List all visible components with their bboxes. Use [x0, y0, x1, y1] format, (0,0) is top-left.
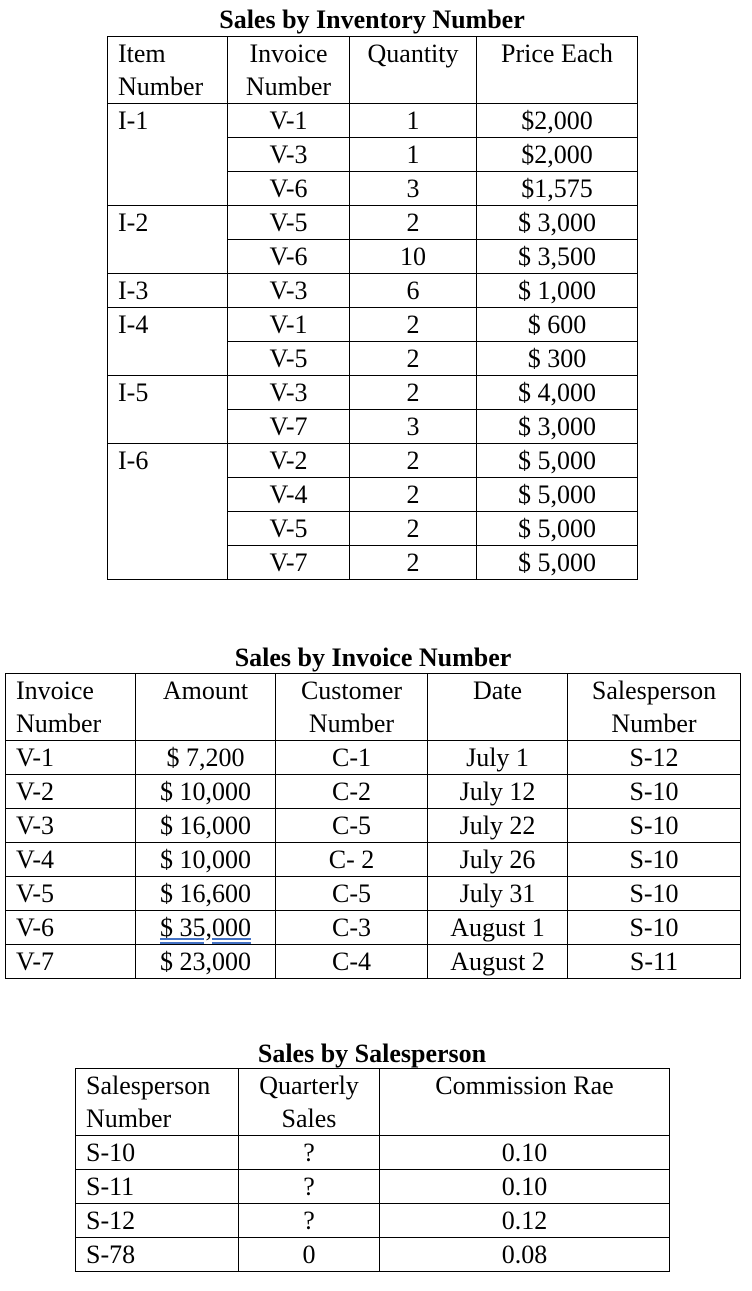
commission-rate-cell: 0.12 [380, 1204, 670, 1238]
invoice-number-cell: V-3 [228, 376, 350, 410]
invoice-number-cell: V-6 [228, 172, 350, 206]
quantity-cell: 2 [350, 478, 477, 512]
column-header [6, 674, 136, 741]
table-row [108, 206, 638, 240]
customer-number-cell [276, 741, 428, 775]
quantity-cell: 10 [350, 240, 477, 274]
column-header-line: Item [118, 39, 166, 68]
table-row [108, 138, 638, 172]
quantity-cell: 2 [350, 308, 477, 342]
table-row [108, 240, 638, 274]
date-cell-text: August 2 [450, 947, 545, 976]
column-header-line: Date [472, 676, 523, 705]
table-row [108, 410, 638, 444]
table-row [108, 444, 638, 478]
quantity-cell: 2 [350, 376, 477, 410]
column-header-line: Salesperson [591, 676, 717, 705]
quantity-cell: 2 [350, 206, 477, 240]
quarterly-sales-cell: 0 [239, 1238, 380, 1272]
salesperson-number-cell-text: S-11 [629, 947, 679, 976]
price-cell: $2,000 [477, 104, 638, 138]
invoice-number-cell [6, 945, 136, 979]
table-header-row [6, 674, 741, 741]
amount-cell [136, 843, 276, 877]
date-cell [428, 775, 568, 809]
customer-number-cell [276, 877, 428, 911]
customer-number-cell [276, 809, 428, 843]
invoice-number-cell-text: V-2 [16, 777, 55, 806]
price-cell: $ 3,000 [477, 410, 638, 444]
price-cell: $ 5,000 [477, 444, 638, 478]
invoice-number-cell: V-1 [228, 308, 350, 342]
column-header-line [360, 70, 466, 103]
item-number-cell: I-3 [108, 274, 228, 308]
column-header [568, 674, 741, 741]
column-header-line [390, 1102, 659, 1135]
price-cell: $ 300 [477, 342, 638, 376]
item-number-cell: I-4 [108, 308, 228, 342]
salesperson-number-cell: S-78 [76, 1238, 239, 1272]
column-header [136, 674, 276, 741]
column-header-line [438, 707, 557, 740]
column-header [276, 674, 428, 741]
invoice-number-cell-text: V-1 [16, 743, 55, 772]
quantity-cell: 2 [350, 444, 477, 478]
price-cell: $ 3,000 [477, 206, 638, 240]
table-row [108, 172, 638, 206]
commission-rate-cell: 0.10 [380, 1136, 670, 1170]
item-number-cell [108, 512, 228, 546]
invoice-number-cell: V-3 [228, 138, 350, 172]
commission-rate-cell: 0.10 [380, 1170, 670, 1204]
column-header [239, 1069, 380, 1136]
salesperson-number-cell-text: S-10 [629, 811, 679, 840]
item-number-cell [108, 172, 228, 206]
price-cell: $2,000 [477, 138, 638, 172]
table-row [6, 945, 741, 979]
quantity-cell: 3 [350, 410, 477, 444]
table-row [108, 274, 638, 308]
date-cell-text: July 26 [459, 845, 536, 874]
inventory-title: Sales by Inventory Number [219, 5, 525, 34]
amount-cell [136, 741, 276, 775]
invoice-number-cell-text: V-6 [16, 913, 55, 942]
customer-number-cell-text: C-2 [332, 777, 371, 806]
date-cell-text: July 22 [459, 811, 536, 840]
invoice-number-cell: V-6 [228, 240, 350, 274]
table-row [108, 546, 638, 580]
customer-number-cell-text: C-1 [332, 743, 371, 772]
salesperson-number-cell-text: S-10 [629, 845, 679, 874]
price-cell: $ 5,000 [477, 478, 638, 512]
salesperson-number-cell [568, 911, 741, 945]
amount-cell [136, 809, 276, 843]
customer-number-cell [276, 911, 428, 945]
salesperson-number-cell [568, 945, 741, 979]
column-header-line: Commission Rae [435, 1071, 614, 1100]
quantity-cell: 6 [350, 274, 477, 308]
customer-number-cell-text: C-5 [332, 879, 371, 908]
quantity-cell: 2 [350, 546, 477, 580]
item-number-cell: I-2 [108, 206, 228, 240]
salesperson-number-cell [568, 877, 741, 911]
invoice-number-cell [6, 843, 136, 877]
invoice-title: Sales by Invoice Number [234, 643, 512, 672]
quantity-cell: 1 [350, 138, 477, 172]
invoice-number-cell: V-7 [228, 410, 350, 444]
salesperson-number-cell [568, 775, 741, 809]
salesperson-number-cell-text: S-10 [629, 777, 679, 806]
table-row [108, 512, 638, 546]
item-number-cell [108, 342, 228, 376]
date-cell-text: July 12 [459, 777, 536, 806]
invoice-number-cell [6, 809, 136, 843]
salesperson-number-cell-text: S-10 [629, 879, 679, 908]
amount-cell-text: $ 10,000 [160, 845, 251, 874]
amount-cell-text: $ 10,000 [160, 777, 251, 806]
date-cell [428, 877, 568, 911]
price-cell: $ 4,000 [477, 376, 638, 410]
date-cell [428, 843, 568, 877]
amount-cell [136, 877, 276, 911]
salesperson-number-cell [568, 741, 741, 775]
invoice-number-cell-text: V-5 [16, 879, 55, 908]
inventory-table [107, 36, 638, 580]
customer-number-cell-text: C-5 [332, 811, 371, 840]
invoice-number-cell [6, 877, 136, 911]
column-header-line: Salesperson [86, 1071, 211, 1100]
invoice-number-cell: V-3 [228, 274, 350, 308]
item-number-cell [108, 478, 228, 512]
table-row [6, 877, 741, 911]
column-header-line: Number [245, 72, 332, 101]
amount-cell-text: $ 35,000 [160, 913, 251, 942]
invoice-number-cell-text: V-3 [16, 811, 55, 840]
invoice-number-cell-text: V-4 [16, 845, 55, 874]
salesperson-number-cell: S-10 [76, 1136, 239, 1170]
date-cell [428, 809, 568, 843]
item-number-cell [108, 410, 228, 444]
quantity-cell: 2 [350, 512, 477, 546]
column-header [380, 1069, 670, 1136]
column-header-line: Invoice [249, 39, 328, 68]
table-header-row [108, 37, 638, 104]
column-header-line: Quantity [367, 39, 459, 68]
table-row [108, 104, 638, 138]
amount-cell-text: $ 7,200 [166, 743, 245, 772]
price-cell: $1,575 [477, 172, 638, 206]
salesperson-number-cell-text: S-10 [629, 913, 679, 942]
column-header-line: Number [16, 709, 102, 738]
salesperson-number-cell [568, 843, 741, 877]
column-header [428, 674, 568, 741]
item-number-cell [108, 546, 228, 580]
quantity-cell: 3 [350, 172, 477, 206]
inventory-section [107, 0, 637, 590]
table-row [6, 741, 741, 775]
table-row [6, 911, 741, 945]
column-header-line: Invoice [16, 676, 94, 705]
invoice-number-cell: V-5 [228, 342, 350, 376]
table-row [108, 308, 638, 342]
price-cell: $ 3,500 [477, 240, 638, 274]
date-cell [428, 945, 568, 979]
date-cell [428, 741, 568, 775]
invoice-number-cell: V-5 [228, 512, 350, 546]
date-cell [428, 911, 568, 945]
item-number-cell: I-5 [108, 376, 228, 410]
column-header-line: Number [611, 709, 697, 738]
column-header-line [487, 70, 627, 103]
amount-cell-text: $ 23,000 [160, 947, 251, 976]
column-header [228, 37, 350, 104]
salesperson-number-cell: S-12 [76, 1204, 239, 1238]
invoice-section [5, 640, 741, 985]
column-header-line: Number [86, 1104, 172, 1133]
table-row [108, 342, 638, 376]
table-row [6, 843, 741, 877]
column-header-line: Number [118, 72, 204, 101]
column-header [350, 37, 477, 104]
table-header-row [76, 1069, 670, 1136]
table-row [108, 376, 638, 410]
invoice-number-cell [6, 911, 136, 945]
table-row [6, 809, 741, 843]
column-header-line: Quarterly [259, 1071, 359, 1100]
item-number-cell [108, 138, 228, 172]
date-cell-text: July 1 [466, 743, 529, 772]
item-number-cell: I-6 [108, 444, 228, 478]
table-row [76, 1238, 670, 1272]
invoice-number-cell: V-4 [228, 478, 350, 512]
table-row [76, 1204, 670, 1238]
salesperson-table [75, 1068, 670, 1272]
quantity-cell: 2 [350, 342, 477, 376]
customer-number-cell [276, 843, 428, 877]
invoice-table [5, 673, 741, 979]
table-row [76, 1136, 670, 1170]
salesperson-number-cell-text: S-12 [629, 743, 679, 772]
amount-cell [136, 775, 276, 809]
salesperson-number-cell [568, 809, 741, 843]
customer-number-cell-text: C-3 [332, 913, 371, 942]
table-row [108, 478, 638, 512]
invoice-number-cell [6, 741, 136, 775]
quarterly-sales-cell: ? [239, 1204, 380, 1238]
item-number-cell: I-1 [108, 104, 228, 138]
customer-number-cell-text: C- 2 [328, 845, 375, 874]
amount-cell [136, 911, 276, 945]
price-cell: $ 5,000 [477, 512, 638, 546]
price-cell: $ 1,000 [477, 274, 638, 308]
quarterly-sales-cell: ? [239, 1170, 380, 1204]
item-number-cell [108, 240, 228, 274]
price-cell: $ 5,000 [477, 546, 638, 580]
invoice-number-cell: V-1 [228, 104, 350, 138]
price-cell: $ 600 [477, 308, 638, 342]
quantity-cell: 1 [350, 104, 477, 138]
table-row [76, 1170, 670, 1204]
commission-rate-cell: 0.08 [380, 1238, 670, 1272]
invoice-number-cell: V-5 [228, 206, 350, 240]
date-cell-text: July 31 [459, 879, 536, 908]
amount-cell-text: $ 16,000 [160, 811, 251, 840]
salesperson-title: Sales by Salesperson [257, 1039, 487, 1068]
column-header-line: Number [308, 709, 395, 738]
column-header [76, 1069, 239, 1136]
invoice-number-cell-text: V-7 [16, 947, 55, 976]
customer-number-cell [276, 775, 428, 809]
amount-cell-text: $ 16,600 [160, 879, 251, 908]
column-header-line: Sales [281, 1104, 337, 1133]
invoice-number-cell [6, 775, 136, 809]
date-cell-text: August 1 [450, 913, 545, 942]
salesperson-number-cell: S-11 [76, 1170, 239, 1204]
quarterly-sales-cell: ? [239, 1136, 380, 1170]
customer-number-cell [276, 945, 428, 979]
column-header-line: Customer [300, 676, 403, 705]
column-header [108, 37, 228, 104]
column-header-line [146, 707, 265, 740]
table-row [6, 775, 741, 809]
invoice-number-cell: V-2 [228, 444, 350, 478]
salesperson-section [75, 1036, 669, 1281]
customer-number-cell-text: C-4 [332, 947, 371, 976]
column-header [477, 37, 638, 104]
invoice-number-cell: V-7 [228, 546, 350, 580]
column-header-line: Amount [162, 676, 249, 705]
column-header-line: Price Each [501, 39, 613, 68]
amount-cell [136, 945, 276, 979]
